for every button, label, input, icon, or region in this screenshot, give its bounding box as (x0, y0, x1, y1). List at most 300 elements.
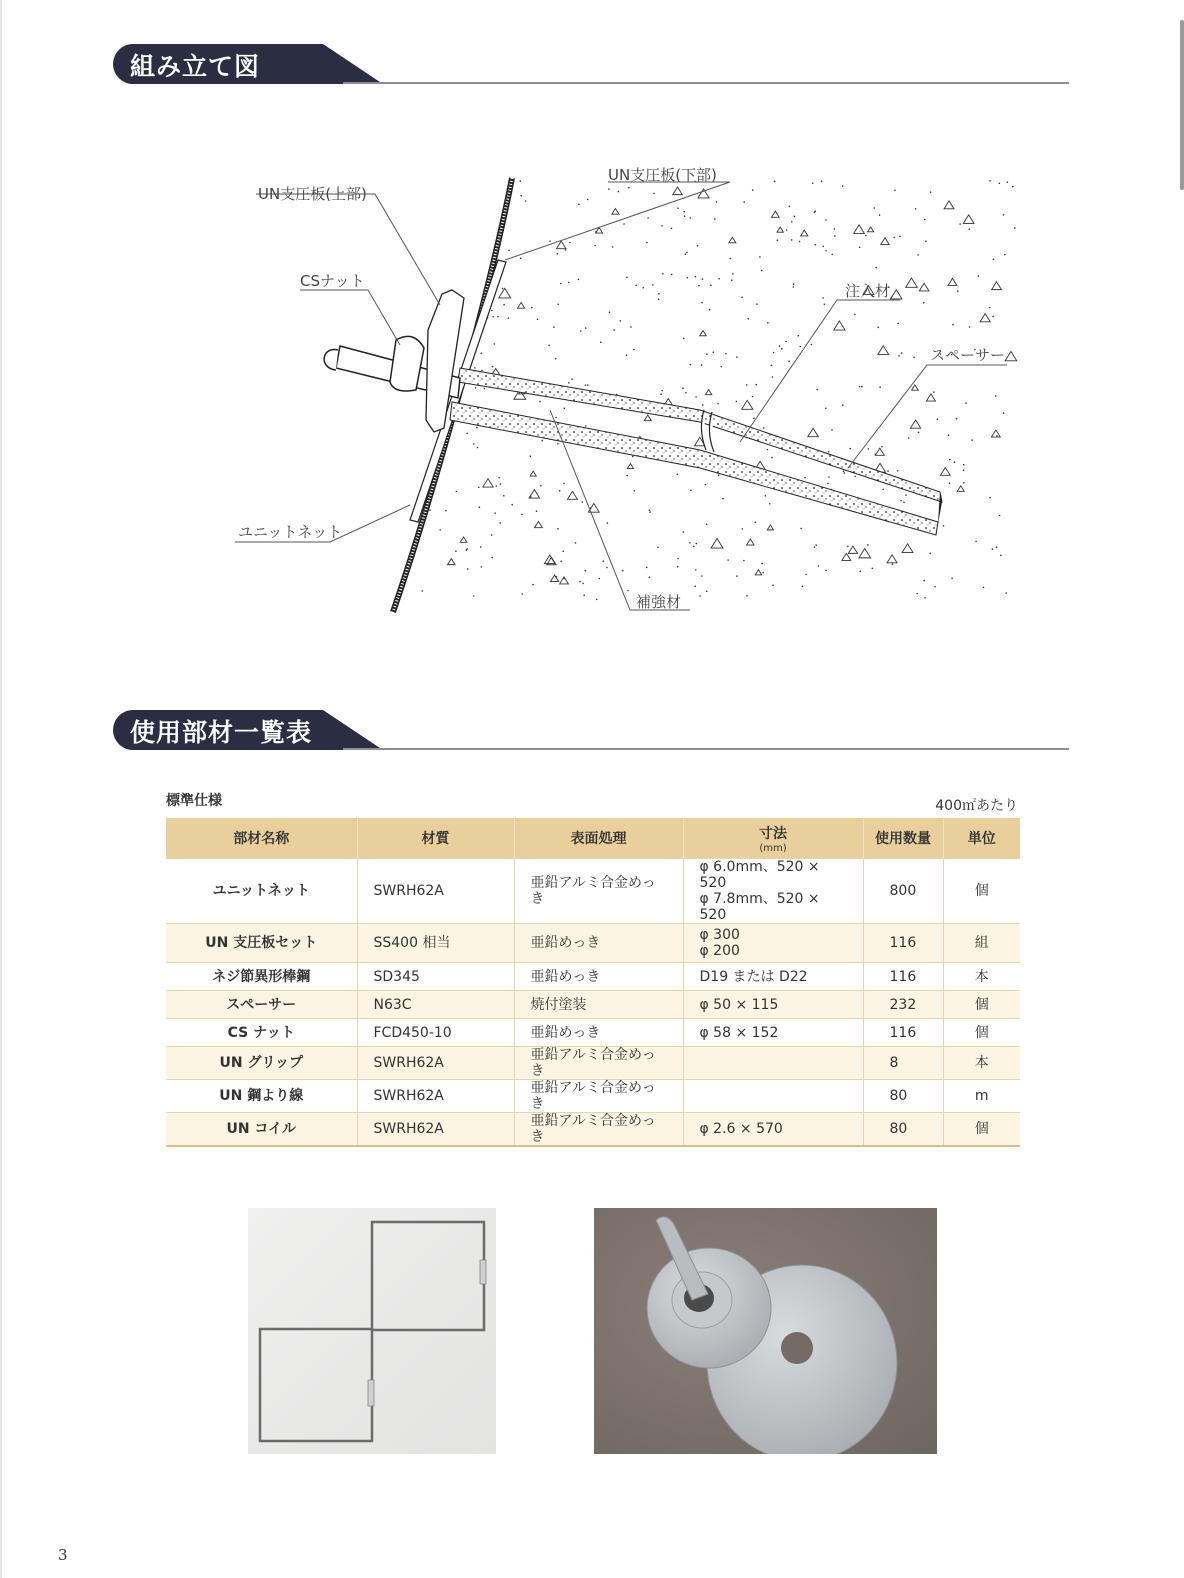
rock-aggregate (875, 448, 884, 455)
header-name: 部材名称 (166, 818, 357, 859)
rock-dot (623, 223, 625, 225)
rock-dot (824, 304, 826, 306)
rock-dot (756, 303, 758, 305)
rock-dot (894, 190, 896, 192)
rock-dot (475, 387, 477, 389)
rock-aggregate (448, 559, 455, 565)
label-unit-net: ユニットネット (238, 523, 343, 541)
rock-dot (736, 575, 738, 577)
rock-dot (879, 386, 881, 388)
rock-dot (653, 193, 655, 195)
rock-dot (646, 242, 648, 244)
cell-name: UN コイル (166, 1113, 357, 1147)
rock-dot (671, 274, 673, 276)
rock-dot (531, 307, 533, 309)
rock-dot (695, 396, 697, 398)
rock-aggregate (919, 283, 929, 291)
rock-dot (759, 256, 761, 258)
rock-dot (521, 514, 523, 516)
rock-dot (478, 487, 480, 489)
rock-aggregate (878, 346, 889, 355)
header-dimension-label: 寸法 (759, 825, 787, 842)
rock-dot (652, 284, 654, 286)
rock-dot (827, 483, 829, 485)
rock-dot (536, 510, 538, 512)
table-row (166, 924, 1020, 963)
rock-aggregate (673, 187, 682, 195)
header-finish: 表面処理 (514, 818, 683, 859)
rock-dot (877, 327, 879, 329)
rock-aggregate (911, 385, 918, 390)
rock-dot (965, 402, 967, 404)
dimension-line: D19 または D22 (699, 968, 808, 985)
rock-dot (682, 387, 684, 389)
rock-dot (585, 570, 587, 572)
rock-dot (477, 447, 479, 449)
table-header-row (166, 818, 1020, 859)
rock-dot (995, 395, 997, 397)
rock-dot (923, 580, 925, 582)
cell-material: SWRH62A (357, 859, 514, 924)
table-unit-note: 400㎡あたり (935, 798, 1018, 814)
table-row (166, 859, 1020, 924)
rock-dot (762, 572, 764, 574)
cell-finish: 亜鉛めっき (514, 924, 683, 963)
page-edge (0, 0, 2, 1578)
rock-dot (799, 346, 801, 348)
header-dimension (683, 818, 863, 859)
table-row (166, 1113, 1020, 1147)
cell-material: SWRH62A (357, 1113, 514, 1147)
table-row (166, 1080, 1020, 1113)
rock-dot (474, 367, 476, 369)
rock-dot (455, 550, 457, 552)
rock-dot (916, 593, 918, 595)
rock-dot (843, 472, 845, 474)
cell-quantity: 80 (863, 1080, 943, 1113)
rock-dot (660, 393, 662, 395)
rock-dot (767, 449, 769, 451)
rock-dot (557, 443, 559, 445)
rock-dot (811, 344, 813, 346)
rock-aggregate (499, 288, 511, 298)
rock-dot (842, 404, 844, 406)
rock-dot (579, 581, 581, 583)
bearing-plate-image (594, 1208, 937, 1454)
rock-aggregate (729, 237, 736, 243)
rock-dot (996, 435, 998, 437)
rock-dot (882, 489, 884, 491)
rock-dot (903, 502, 905, 504)
rock-dot (755, 522, 757, 524)
rock-dot (421, 590, 423, 592)
rock-dot (978, 275, 980, 277)
rock-dot (686, 252, 688, 254)
rock-dot (732, 273, 734, 275)
cell-quantity: 116 (863, 963, 943, 991)
rock-dot (626, 277, 628, 279)
rock-dot (548, 345, 550, 347)
rock-dot (603, 560, 605, 562)
rock-dot (975, 541, 977, 543)
rock-dot (930, 191, 932, 193)
rock-aggregate (991, 430, 1000, 437)
rock-dot (918, 432, 920, 434)
rock-dot (578, 279, 580, 281)
rock-dot (445, 510, 447, 512)
assembly-diagram (220, 150, 1030, 630)
rock-dot (834, 228, 836, 230)
scrollbar[interactable] (1180, 20, 1184, 190)
rock-aggregate (842, 553, 851, 560)
rock-dot (466, 549, 468, 551)
cell-finish: 亜鉛アルミ合金めっき (514, 859, 683, 924)
rock-dot (491, 534, 493, 536)
rock-dot (717, 403, 719, 405)
rock-dot (492, 366, 494, 368)
rock-dot (825, 250, 827, 252)
rock-dot (798, 335, 800, 337)
rock-dot (502, 288, 504, 290)
rock-dot (689, 217, 691, 219)
rock-dot (491, 310, 493, 312)
rock-aggregate (627, 464, 633, 469)
rock-aggregate (848, 546, 857, 553)
photo-unit-net (248, 1208, 496, 1454)
rock-dot (537, 319, 539, 321)
rock-dot (815, 244, 817, 246)
rock-dot (963, 469, 965, 471)
rock-dot (649, 577, 651, 579)
rock-dot (1007, 181, 1009, 183)
rock-dot (821, 180, 823, 182)
rock-dot (585, 425, 587, 427)
rock-dot (887, 470, 889, 472)
rock-dot (677, 474, 679, 476)
rock-aggregate (460, 537, 467, 542)
rock-dot (755, 384, 757, 386)
rock-dot (632, 456, 634, 458)
rock-dot (646, 567, 648, 569)
rock-dot (736, 356, 738, 358)
rock-dot (993, 259, 995, 261)
rock-dot (466, 433, 468, 435)
rock-dot (560, 283, 562, 285)
rock-dot (793, 286, 795, 288)
rock-dot (564, 408, 566, 410)
rock-dot (865, 235, 867, 237)
cell-dimension (683, 1047, 863, 1080)
parts-table (166, 818, 1020, 1147)
rock-dot (635, 285, 637, 287)
rock-dot (714, 218, 716, 220)
cell-quantity: 116 (863, 924, 943, 963)
rock-dot (709, 309, 711, 311)
rock-dot (799, 241, 801, 243)
rock-dot (832, 254, 834, 256)
rock-dot (677, 207, 679, 209)
cell-dimension (683, 991, 863, 1019)
label-spacer: スペーサー (930, 346, 1006, 364)
cell-name: UN 支圧板セット (166, 924, 357, 963)
rock-dot (706, 353, 708, 355)
rock-dot (992, 316, 994, 318)
rock-dot (521, 593, 523, 595)
rock-dot (743, 201, 745, 203)
table-row (166, 1019, 1020, 1047)
dimension-line: φ 58 × 152 (699, 1024, 779, 1041)
rock-dot (608, 188, 610, 190)
rock-aggregate (612, 208, 619, 214)
rock-aggregate (777, 227, 783, 232)
rock-dot (612, 246, 614, 248)
table-caption: 標準仕様 (166, 793, 222, 809)
rock-dot (822, 297, 824, 299)
dimension-line: φ 7.8mm、520 × 520 (699, 891, 820, 923)
cell-dimension (683, 924, 863, 963)
rock-dot (555, 358, 557, 360)
cell-quantity: 232 (863, 991, 943, 1019)
rock-dot (894, 237, 896, 239)
rock-dot (1005, 592, 1007, 594)
rock-dot (701, 575, 703, 577)
rock-dot (1004, 254, 1006, 256)
rock-dot (622, 570, 624, 572)
label-reinforcement: 補強材 (636, 593, 682, 611)
rock-dot (647, 217, 649, 219)
header-quantity: 使用数量 (863, 818, 943, 859)
rock-dot (562, 551, 564, 553)
rock-dot (915, 208, 917, 210)
rock-dot (789, 206, 791, 208)
rock-aggregate (1005, 351, 1017, 360)
cell-material: SS400 相当 (357, 924, 514, 963)
rock-dot (867, 544, 869, 546)
rock-dot (627, 590, 629, 592)
rock-dot (772, 584, 774, 586)
rock-dot (541, 440, 543, 442)
rock-dot (683, 531, 685, 533)
rock-dot (557, 253, 559, 255)
rock-dot (791, 221, 793, 223)
rock-dot (818, 565, 820, 567)
rock-dot (854, 476, 856, 478)
rock-dot (575, 542, 577, 544)
cell-unit: 個 (943, 1019, 1020, 1047)
rock-dot (690, 364, 692, 366)
rock-dot (765, 495, 767, 497)
rock-dot (812, 182, 814, 184)
rock-dot (831, 429, 833, 431)
cell-material: SD345 (357, 963, 514, 991)
rock-dot (500, 483, 502, 485)
rock-dot (649, 510, 651, 512)
rock-dot (999, 515, 1001, 517)
table-row (166, 991, 1020, 1019)
rock-dot (569, 242, 571, 244)
cell-material: N63C (357, 991, 514, 1019)
rock-dot (539, 401, 541, 403)
rock-dot (633, 349, 635, 351)
rock-dot (568, 382, 570, 384)
rock-dot (897, 323, 899, 325)
rock-dot (730, 258, 732, 260)
rock-dot (969, 326, 971, 328)
cell-unit: 組 (943, 924, 1020, 963)
rock-aggregate (530, 471, 536, 476)
rock-dot (868, 448, 870, 450)
rock-aggregate (940, 467, 950, 475)
rock-aggregate (887, 555, 897, 563)
rock-dot (508, 250, 510, 252)
rock-dot (695, 569, 697, 571)
rock-dot (599, 578, 601, 580)
rock-dot (677, 566, 679, 568)
rock-dot (771, 457, 773, 459)
dimension-line: φ 50 × 115 (699, 996, 779, 1013)
rock-dot (702, 278, 704, 280)
rock-dot (854, 314, 856, 316)
rock-dot (849, 448, 851, 450)
rock-aggregate (906, 278, 918, 287)
rock-dot (677, 558, 679, 560)
rock-dot (689, 542, 691, 544)
rock-dot (609, 311, 611, 313)
rock-dot (494, 343, 496, 345)
rock-dot (585, 384, 587, 386)
rock-dot (498, 477, 500, 479)
cell-name: CS ナット (166, 1019, 357, 1047)
rock-dot (879, 214, 881, 216)
rock-aggregate (992, 282, 1002, 290)
rock-dot (580, 330, 582, 332)
rock-aggregate (483, 479, 493, 487)
rock-aggregate (705, 390, 711, 395)
rock-aggregate (767, 525, 773, 530)
rock-aggregate (944, 201, 954, 209)
rock-dot (971, 439, 973, 441)
rock-dot (583, 594, 585, 596)
cell-unit: 個 (943, 859, 1020, 924)
rock-dot (626, 475, 628, 477)
rock-dot (996, 546, 998, 548)
rock-aggregate (834, 321, 845, 330)
cell-unit: 本 (943, 1047, 1020, 1080)
rock-dot (859, 386, 861, 388)
rock-dot (581, 501, 583, 503)
rock-dot (769, 503, 771, 505)
cell-dimension (683, 859, 863, 924)
rock-dot (859, 247, 861, 249)
rock-dot (992, 548, 994, 550)
rock-dot (658, 298, 660, 300)
rock-dot (875, 267, 877, 269)
rock-aggregate (926, 394, 935, 401)
rock-dot (800, 528, 802, 530)
label-cs-nut: CSナット (300, 272, 365, 290)
rock-dot (520, 195, 522, 197)
rock-dot (657, 546, 659, 548)
rock-dot (702, 404, 704, 406)
rock-dot (943, 525, 945, 527)
rock-aggregate (963, 215, 974, 224)
rock-aggregate (801, 230, 808, 236)
rock-dot (661, 390, 663, 392)
rock-dot (698, 285, 700, 287)
rock-dot (494, 512, 496, 514)
rock-dot (949, 459, 951, 461)
rock-dot (779, 345, 781, 347)
rock-dot (600, 341, 602, 343)
cell-finish: 亜鉛アルミ合金めっき (514, 1047, 683, 1080)
rock-aggregate (948, 278, 957, 285)
rock-dot (555, 417, 557, 419)
cell-unit: 本 (943, 963, 1020, 991)
section-header-parts (113, 710, 1069, 750)
rock-aggregate (535, 522, 543, 528)
cell-finish: 焼付塗装 (514, 991, 683, 1019)
rock-dot (767, 322, 769, 324)
rock-dot (563, 483, 565, 485)
rock-aggregate (772, 211, 780, 217)
rock-dot (825, 570, 827, 572)
cell-quantity: 80 (863, 1113, 943, 1147)
rock-dot (606, 567, 608, 569)
rock-dot (897, 470, 899, 472)
rock-aggregate (854, 225, 865, 234)
rock-dot (949, 482, 951, 484)
rock-dot (828, 451, 830, 453)
rock-dot (587, 199, 589, 201)
rock-dot (710, 285, 712, 287)
rock-dot (761, 563, 763, 565)
rock-dot (467, 568, 469, 570)
rock-dot (954, 461, 956, 463)
rock-dot (685, 253, 687, 255)
rock-dot (963, 464, 965, 466)
rock-dot (747, 318, 749, 320)
rock-dot (721, 366, 723, 368)
rock-dot (481, 370, 483, 372)
rock-dot (929, 553, 931, 555)
dimension-line: φ 6.0mm、520 × 520 (699, 859, 820, 891)
rock-dot (969, 228, 971, 230)
rock-aggregate (556, 241, 565, 249)
cell-finish: 亜鉛アルミ合金めっき (514, 1080, 683, 1113)
rock-dot (924, 597, 926, 599)
rock-aggregate (980, 314, 990, 322)
rock-dot (874, 207, 876, 209)
rock-dot (695, 276, 697, 278)
rock-dot (683, 211, 685, 213)
rock-dot (774, 181, 776, 183)
rock-dot (805, 574, 807, 576)
cell-name: スペーサー (166, 991, 357, 1019)
rock-dot (557, 528, 559, 530)
rock-dot (480, 353, 482, 355)
rock-aggregate (859, 548, 871, 557)
rock-dot (718, 474, 720, 476)
rock-dot (963, 482, 965, 484)
rock-dot (696, 543, 698, 545)
rock-dot (491, 557, 493, 559)
cell-unit: 個 (943, 1113, 1020, 1147)
rock-dot (594, 245, 596, 247)
rock-dot (725, 353, 727, 355)
rock-dot (923, 302, 925, 304)
rock-dot (793, 283, 795, 285)
label-lower-plate: UN支圧板(下部) (608, 166, 717, 184)
